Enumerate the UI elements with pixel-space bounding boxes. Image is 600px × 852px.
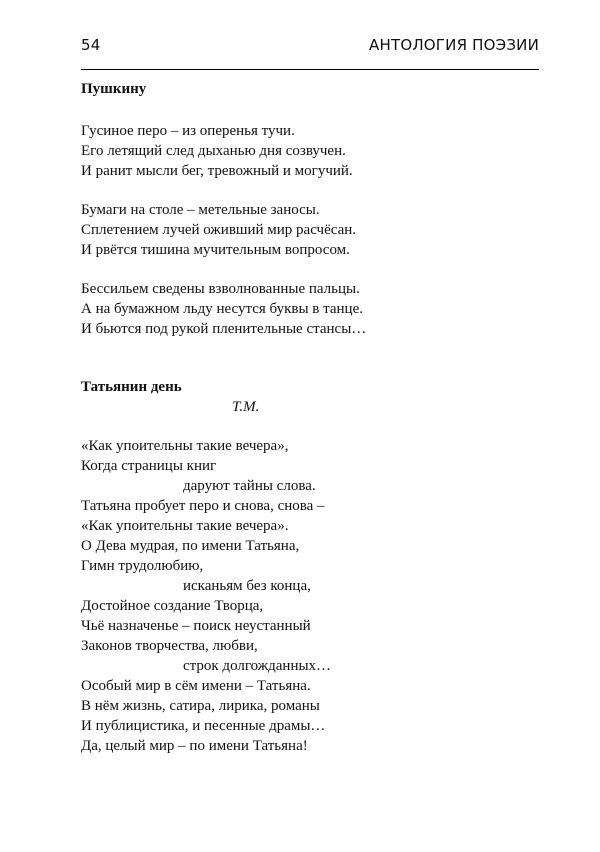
poem-line: И публицистика, и песенные драмы… — [81, 718, 326, 734]
poem-line: Законов творчества, любви, — [81, 638, 258, 654]
page-number: 54 — [81, 36, 101, 54]
poem-line: Чьё назначенье – поиск неустанный — [81, 618, 311, 634]
poem-line: Гимн трудолюбию, — [81, 558, 204, 574]
running-head: АНТОЛОГИЯ ПОЭЗИИ — [369, 36, 539, 54]
poem-title: Пушкину — [81, 81, 147, 97]
poem-line: В нём жизнь, сатира, лирика, романы — [81, 698, 320, 714]
dedication: Т.М. — [232, 399, 260, 415]
poem-line: И рвётся тишина мучительным вопросом. — [81, 242, 350, 258]
poem-line: О Дева мудрая, по имени Татьяна, — [81, 538, 300, 554]
poem-line: Особый мир в сём имени – Татьяна. — [81, 678, 311, 694]
stanza — [81, 121, 353, 181]
poem-line-indented: даруют тайны слова. — [183, 478, 316, 494]
poem-line: Его летящий след дыханью дня созвучен. — [81, 143, 346, 159]
page-header — [81, 36, 539, 60]
poem-line: Татьяна пробует перо и снова, снова – — [81, 498, 325, 514]
poem-line: «Как упоительны такие вечера», — [81, 438, 289, 454]
poem-line: Достойное создание Творца, — [81, 598, 264, 614]
poem-line: Сплетением лучей оживший мир расчёсан. — [81, 222, 357, 238]
poem-line: И бьются под рукой пленительные стансы… — [81, 321, 367, 337]
stanza — [81, 200, 356, 260]
poem-line: Да, целый мир – по имени Татьяна! — [81, 738, 308, 754]
stanza — [81, 279, 366, 339]
poem-line-indented: строк долгожданных… — [183, 658, 332, 674]
poem-line-indented: исканьям без конца, — [183, 578, 311, 594]
poem-line: «Как упоительны такие вечера». — [81, 518, 289, 534]
poem-line: Бессильем сведены взволнованные пальцы. — [81, 281, 360, 297]
poem-line: А на бумажном льду несутся буквы в танце. — [81, 301, 363, 317]
poem-line: Когда страницы книг — [81, 458, 217, 474]
header-rule — [81, 69, 539, 70]
poem-title: Татьянин день — [81, 379, 182, 395]
poem-line: И ранит мысли бег, тревожный и могучий. — [81, 163, 353, 179]
poem-line: Гусиное перо – из оперенья тучи. — [81, 123, 295, 139]
stanza — [81, 436, 331, 756]
poem-line: Бумаги на столе – метельные заносы. — [81, 202, 320, 218]
